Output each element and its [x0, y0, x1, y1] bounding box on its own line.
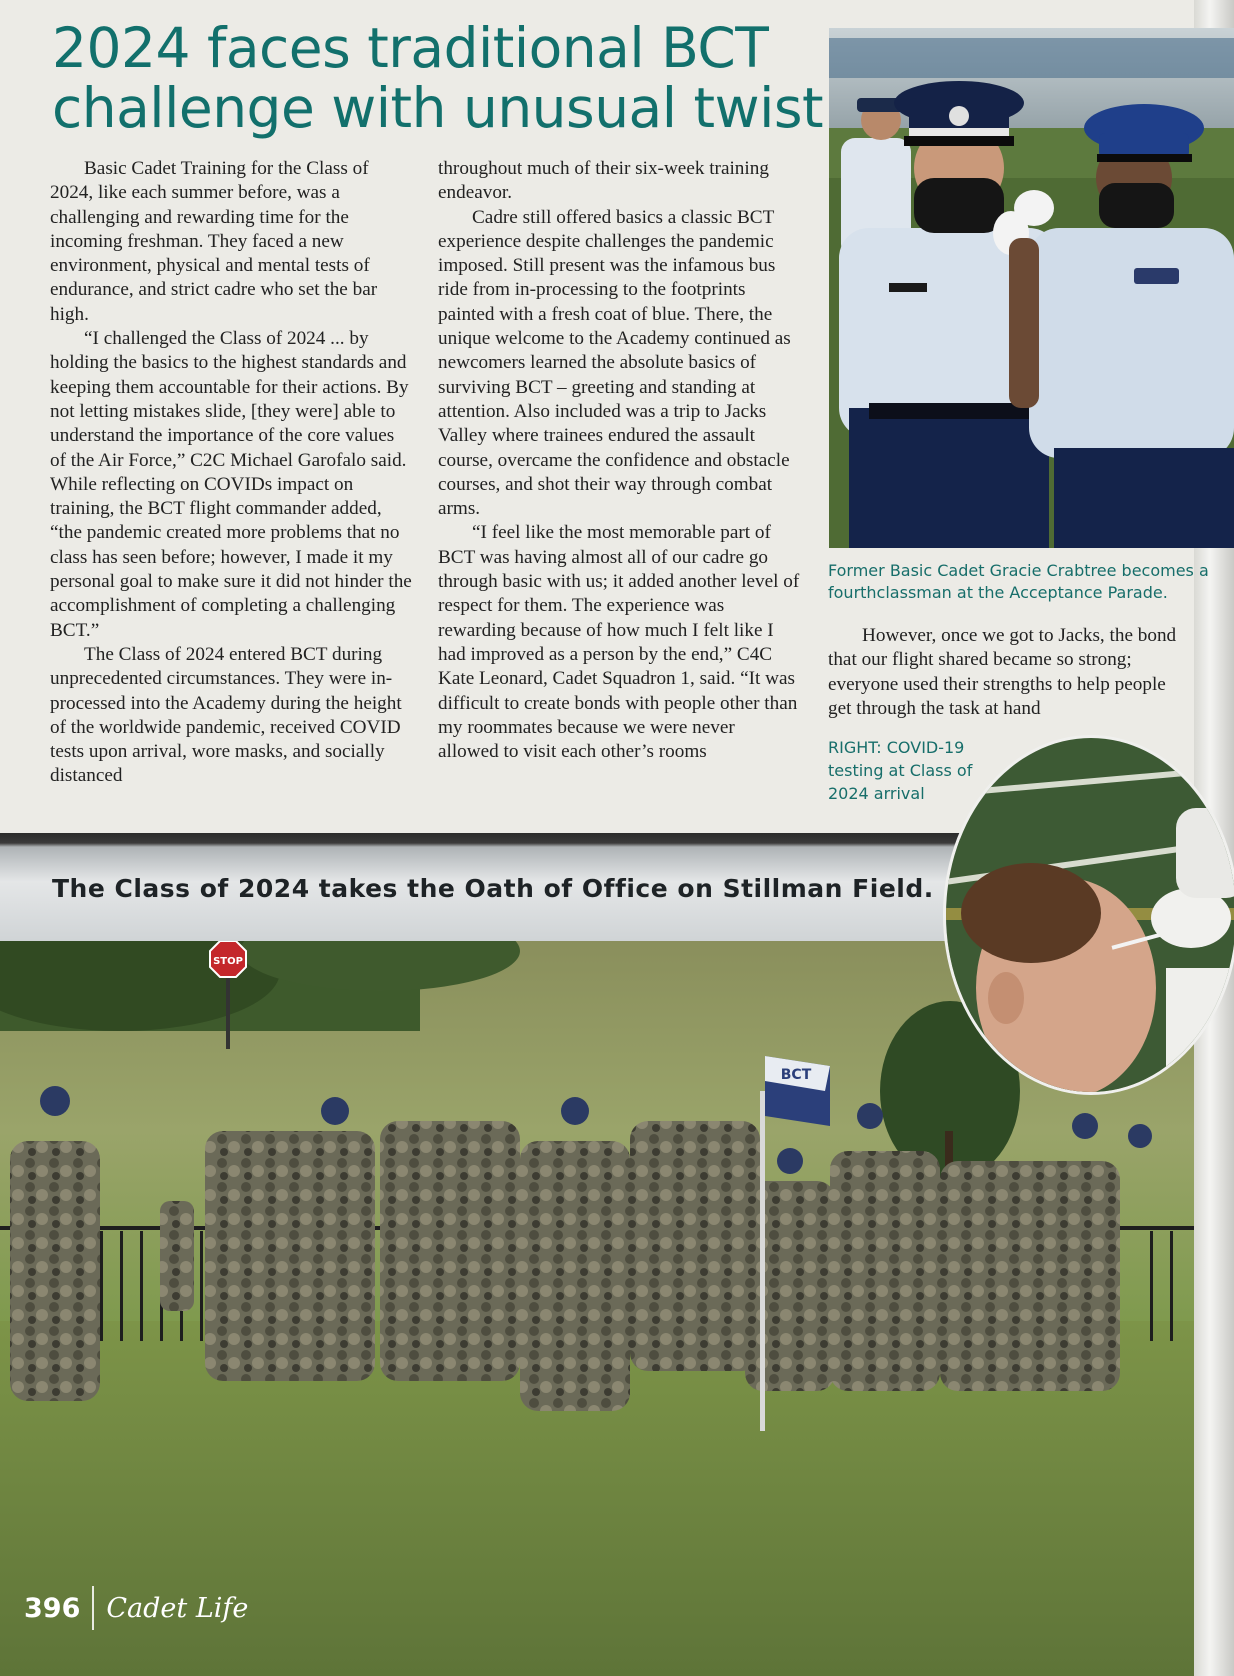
paragraph: Cadre still offered basics a classic BCT experience despite challenges the pandemic imposed. Still present was the infamous bus ride from in-processing to the footprints painted with a fresh coat of blue. There, the unique welcome to the Academy continued as newcomers learned the absolute basics of surviving BCT – greeting and standing at attention. Also included was a trip to Jacks Valley where trainees endured the assault course, overcame the confidence and obstacle courses, and shot their way through combat arms. — [438, 206, 791, 520]
stop-sign-text: STOP — [213, 956, 243, 967]
paragraph: Basic Cadet Training for the Class of 2024, like each summer before, was a challenging and rewarding time for the incoming freshman. They faced a new environment, physical and mental tests of endurance, and strict cadre who set the bar high. — [50, 158, 378, 325]
covid-test-illustration — [946, 738, 1234, 1095]
photo-caption-acceptance: Former Basic Cadet Gracie Crabtree becomes a fourthclassman at the Acceptance Parade. — [828, 561, 1209, 602]
footer-divider — [92, 1586, 94, 1630]
article-column-2 — [438, 157, 800, 764]
banner-caption: The Class of 2024 takes the Oath of Office on Stillman Field. — [52, 874, 934, 903]
paragraph: The Class of 2024 entered BCT during unprecedented circumstances. They were in-processed into the Academy during the height of the worldwide pandemic, received COVID tests upon arrival, wore masks, and socially distanced — [50, 643, 402, 787]
photo-caption-covid: RIGHT: COVID-19 testing at Class of 2024 arrival — [828, 738, 973, 803]
page-title: 2024 faces traditional BCT challenge with unusual twist — [52, 16, 824, 140]
acceptance-parade-photo — [829, 28, 1234, 548]
paragraph: “I challenged the Class of 2024 ... by holding the basics to the highest standards and keeping them accountable for their actions. By not letting mistakes slide, [they were] able to understand the importance of the core values of the Air Force,” C2C Michael Garofalo said. While reflecting on COVIDs impact on training, the BCT flight commander added, “the pandemic created more problems that no class has seen before; however, I made it my personal goal to make sure it did not hinder the accomplishment of completing a challenging BCT.” — [50, 328, 412, 641]
article-column-3 — [828, 624, 1188, 721]
paragraph: throughout much of their six-week training endeavor. — [438, 158, 769, 204]
article-column-1 — [50, 157, 412, 789]
acceptance-parade-illustration — [829, 28, 1234, 548]
paragraph: “I feel like the most memorable part of BCT was having almost all of our cadre go through basic with us; it added another level of respect for them. The experience was rewarding because of how much I felt like I had improved as a person by the end,” C4C Kate Leonard, Cadet Squadron 1, said. “It was difficult to create bonds with people other than my roommates because we were never allowed to visit each other’s rooms — [438, 522, 800, 763]
paragraph: However, once we got to Jacks, the bond that our flight shared became so strong; everyone used their strengths to help people get through the task at hand — [828, 625, 1177, 719]
page-number: 396 — [24, 1592, 81, 1624]
section-name: Cadet Life — [106, 1592, 249, 1624]
covid-test-photo — [943, 735, 1234, 1095]
guidon-text: BCT — [780, 1067, 812, 1083]
page-footer — [24, 1584, 248, 1632]
